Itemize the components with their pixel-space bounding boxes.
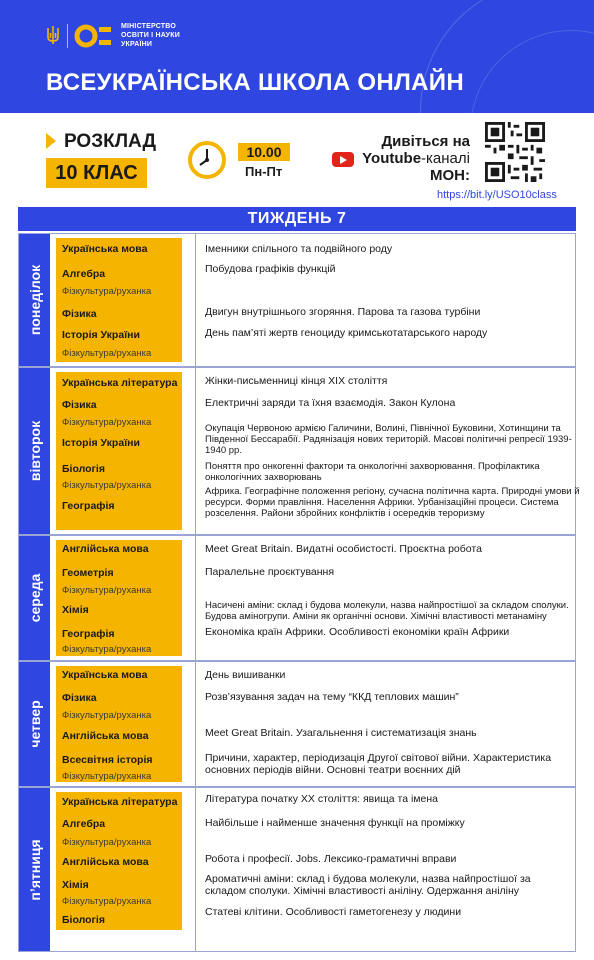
lesson-topic: Жінки-письменниці кінця ХІХ століття (205, 375, 388, 387)
youtube-icon (332, 152, 354, 167)
subject-alt: Фізкультура/руханка (62, 771, 152, 782)
subject-name: Біологія (62, 463, 105, 475)
subjects-column (56, 540, 182, 656)
subject-alt: Фізкультура/руханка (62, 585, 152, 596)
subject-name: Англійська мова (62, 856, 149, 868)
subject-name: Біологія (62, 914, 105, 926)
ministry-line: УКРАЇНИ (121, 41, 153, 48)
lesson-topic: Іменники спільного та подвійного роду (205, 243, 393, 255)
day-name: понеділок (26, 264, 43, 336)
subject-name: Географія (62, 628, 115, 640)
clock-icon (186, 139, 228, 181)
watch-text: Дивіться на (381, 133, 470, 150)
column-divider (195, 788, 196, 951)
channel-link[interactable]: https://bit.ly/USO10class (437, 189, 557, 201)
lesson-topic: Паралельне проєктування (205, 566, 335, 578)
lesson-topic: Електричні заряди та їхня взаємодія. Закон Кулона (205, 397, 456, 409)
subject-alt: Фізкультура/руханка (62, 480, 152, 491)
lesson-topic: Побудова графіків функцій (205, 263, 336, 275)
day-tab (19, 368, 50, 534)
lesson-topic: Окупація Червоною армією Галичини, Волині, Північної Буковини, Хотинщини та Південної Бессарабії. Радянізація нових територій. Масові політичні репресії 1939-1940 рр. (205, 423, 572, 456)
subject-name: Англійська мова (62, 543, 149, 555)
lesson-topic: Насичені аміни: склад і будова молекули, назва найпростішої за складом сполуки. Будова аміногрупи. Аміни як органічні основи. Хімічні властивості метанаміну (205, 600, 569, 622)
lesson-topic: Робота і професії. Jobs. Лексико-граматичні вправи (205, 853, 457, 865)
column-divider (195, 368, 196, 534)
lesson-topic: Причини, характер, періодизація Другої світової війни. Характеристика основних періодів війни. Основні театри воєнних дій (205, 752, 552, 776)
week-title: ТИЖДЕНЬ 7 (18, 207, 576, 231)
subject-name: Українська література (62, 377, 178, 389)
lesson-topic: Ароматичні аміни: склад і будова молекули, назва найпростішої за складом сполуки. Хімічні властивості аніліну. Одержання аніліну (205, 873, 531, 897)
subject-name: Історія України (62, 437, 140, 449)
lesson-topic: Статеві клітини. Особливості гаметогенезу у людини (205, 906, 462, 918)
time-badge: 10.00 (238, 143, 290, 161)
ministry-line: МІНІСТЕРСТВО (121, 23, 176, 30)
class-badge: 10 КЛАС (46, 158, 147, 188)
subject-name: Англійська мова (62, 730, 149, 742)
subject-name: Історія України (62, 329, 140, 341)
day-block-wednesday (18, 535, 576, 661)
day-tab (19, 536, 50, 660)
lesson-topic: День пам’яті жертв геноциду кримськотатарського народу (205, 327, 488, 339)
page-title: ВСЕУКРАЇНСЬКА ШКОЛА ОНЛАЙН (46, 69, 464, 96)
day-block-friday (18, 787, 576, 952)
subject-name: Українська література (62, 796, 178, 808)
header-banner (0, 0, 594, 113)
weekdays-label: Пн-Пт (245, 164, 283, 179)
subjects-column (56, 666, 182, 782)
day-name: середа (26, 573, 43, 623)
subject-name: Геометрія (62, 567, 114, 579)
day-name: четвер (26, 700, 43, 748)
channel-label: -каналі (421, 150, 470, 167)
column-divider (195, 662, 196, 786)
subject-alt: Фізкультура/руханка (62, 348, 152, 359)
mon-logo-icon (74, 23, 114, 49)
subject-alt: Фізкультура/руханка (62, 896, 152, 907)
day-block-monday (18, 233, 576, 367)
lesson-topic: Meet Great Britain. Видатні особистості. Проєктна робота (205, 543, 482, 555)
subjects-column (56, 238, 182, 362)
column-divider (195, 536, 196, 660)
schedule-label: РОЗКЛАД (64, 131, 156, 152)
lesson-topic: Meet Great Britain. Узагальнення і систематизація знань (205, 727, 477, 739)
subject-alt: Фізкультура/руханка (62, 644, 152, 655)
lesson-topic: Економіка країн Африки. Особливості економіки країн Африки (205, 626, 510, 638)
qr-code-icon[interactable] (485, 122, 545, 182)
subject-name: Хімія (62, 604, 89, 616)
lesson-topic: Африка. Географічне положення регіону, сучасна політична карта. Природні умови й ресурси. Форми правління. Населення Африки. Урбанізаційні процеси. Система розселення. Райони збройних конфліктів і осередків тероризму (205, 486, 580, 519)
ministry-name (121, 22, 180, 49)
day-tab (19, 788, 50, 951)
subject-name: Фізика (62, 399, 97, 411)
youtube-label: Youtube (362, 150, 422, 167)
mon-label: МОН: (430, 167, 470, 184)
subjects-column (56, 792, 182, 930)
day-block-thursday (18, 661, 576, 787)
subject-name: Фізика (62, 308, 97, 320)
subject-alt: Фізкультура/руханка (62, 710, 152, 721)
subject-name: Фізика (62, 692, 97, 704)
column-divider (195, 234, 196, 366)
lesson-topic: Найбільше і найменше значення функції на проміжку (205, 817, 465, 829)
subject-name: Географія (62, 500, 115, 512)
logo-divider (67, 24, 68, 48)
subject-name: Алгебра (62, 268, 106, 280)
day-name: п’ятниця (26, 838, 43, 901)
subject-alt: Фізкультура/руханка (62, 837, 152, 848)
subject-name: Всесвітня історія (62, 754, 153, 766)
subject-name: Алгебра (62, 818, 106, 830)
lesson-topic: Поняття про онкогенні фактори та онкологічні захворювання. Профілактика онкологічних захворювань (205, 461, 540, 483)
lesson-topic: Двигун внутрішнього згоряння. Парова та газова турбіни (205, 306, 481, 318)
lesson-topic: Розв’язування задач на тему “ККД теплових машин” (205, 691, 459, 703)
day-name: вівторок (26, 420, 43, 482)
subject-name: Хімія (62, 879, 89, 891)
lesson-topic: День вишиванки (205, 669, 286, 681)
subject-name: Українська мова (62, 669, 148, 681)
subject-name: Українська мова (62, 243, 148, 255)
subject-alt: Фізкультура/руханка (62, 417, 152, 428)
trident-icon (46, 25, 60, 45)
day-block-tuesday (18, 367, 580, 535)
day-tab (19, 234, 50, 366)
lesson-topic: Література початку ХХ століття: явища та імена (205, 793, 438, 805)
subject-alt: Фізкультура/руханка (62, 286, 152, 297)
ministry-line: ОСВІТИ І НАУКИ (121, 32, 180, 39)
subjects-column (56, 372, 182, 530)
arrow-icon (46, 133, 56, 149)
day-tab (19, 662, 50, 786)
